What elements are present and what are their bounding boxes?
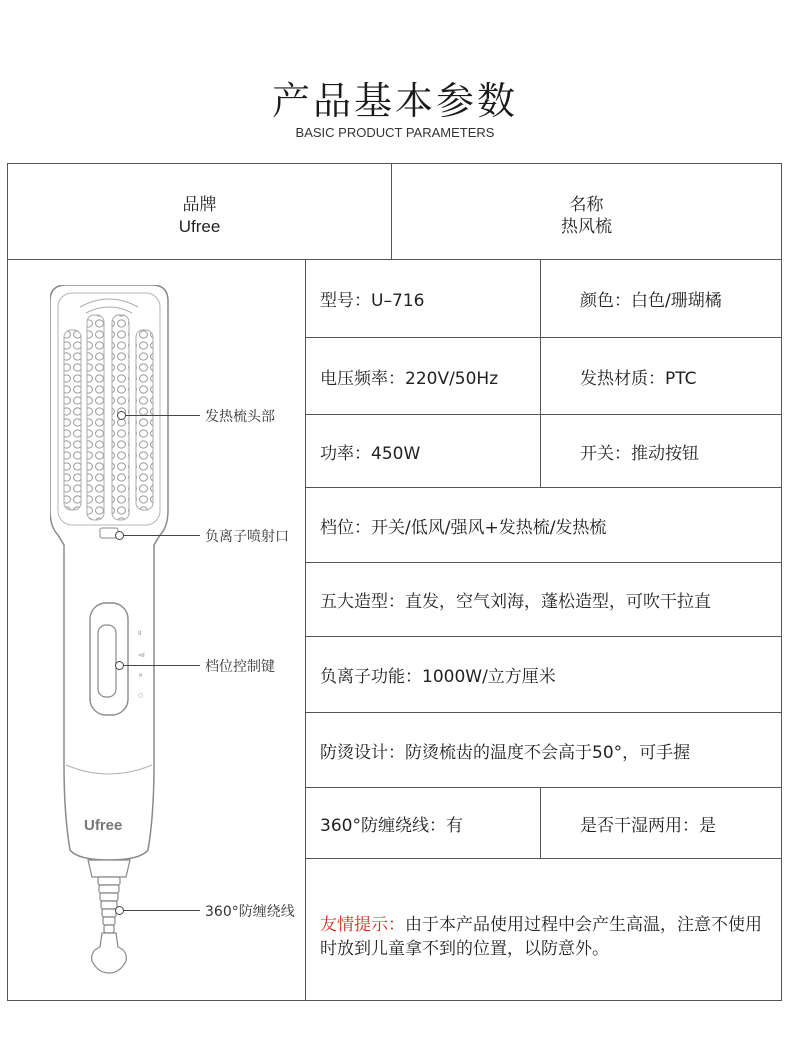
callout-line-ion — [123, 535, 200, 536]
callout-head: 发热梳头部 — [205, 409, 275, 425]
spec-model: 型号：U–716 — [320, 291, 425, 311]
safety-notice — [320, 913, 768, 961]
spec-switch: 开关：推动按钮 — [580, 443, 699, 464]
notice-label: 友情提示： — [320, 915, 405, 935]
notice-text: 由于本产品使用过程中会产生高温，注意不使用时放到儿童拿不到的位置，以防意外。 — [320, 915, 762, 959]
spec-ion: 负离子功能：1000W/立方厘米 — [320, 667, 556, 687]
name-cell — [392, 194, 781, 238]
callout-cord: 360°防缠绕线 — [205, 904, 295, 920]
page-subtitle: BASIC PRODUCT PARAMETERS — [295, 125, 495, 140]
col-divider — [540, 259, 541, 487]
callout-line-head — [125, 415, 200, 416]
brand-label: 品牌 — [182, 195, 217, 215]
callout-line-control — [123, 665, 200, 666]
page-title: 产品基本参数 — [271, 79, 518, 123]
spec-power: 功率：450W — [320, 443, 421, 464]
brand-logo: Ufree — [84, 817, 123, 834]
callout-ion-outlet: 负离子喷射口 — [205, 529, 289, 545]
spec-color: 颜色：白色/珊瑚橘 — [580, 291, 722, 311]
spec-styles: 五大造型：直发，空气刘海，蓬松造型，可吹干拉直 — [320, 592, 711, 612]
brand-cell — [8, 194, 391, 238]
hair-brush-illustration — [50, 285, 250, 985]
spec-voltage: 电压频率：220V/50Hz — [320, 368, 499, 389]
callout-control: 档位控制键 — [205, 659, 275, 675]
spec-heating: 发热材质：PTC — [580, 368, 697, 389]
row-divider — [305, 858, 781, 859]
svg-text:⊲I: ⊲I — [138, 652, 145, 659]
spec-anti-scald: 防烫设计：防烫梳齿的温度不会高于50°，可手握 — [320, 742, 691, 763]
svg-text:II: II — [138, 630, 142, 637]
col-divider — [540, 787, 541, 858]
name-label: 名称 — [569, 195, 604, 215]
spec-wet-dry: 是否干湿两用：是 — [580, 815, 716, 836]
svg-text:○: ○ — [138, 692, 144, 699]
col-divider — [305, 259, 306, 1000]
brand-value: Ufree — [178, 217, 221, 236]
spec-cord: 360°防缠绕线：有 — [320, 815, 463, 836]
anti-tangle-cord — [98, 877, 120, 933]
spec-gears: 档位：开关/低风/强风+发热梳/发热梳 — [320, 517, 607, 538]
slide-button — [98, 625, 116, 697]
power-plug — [92, 933, 127, 973]
callout-line-cord — [123, 910, 200, 911]
name-value: 热风梳 — [561, 217, 612, 237]
svg-text:×: × — [138, 672, 144, 679]
